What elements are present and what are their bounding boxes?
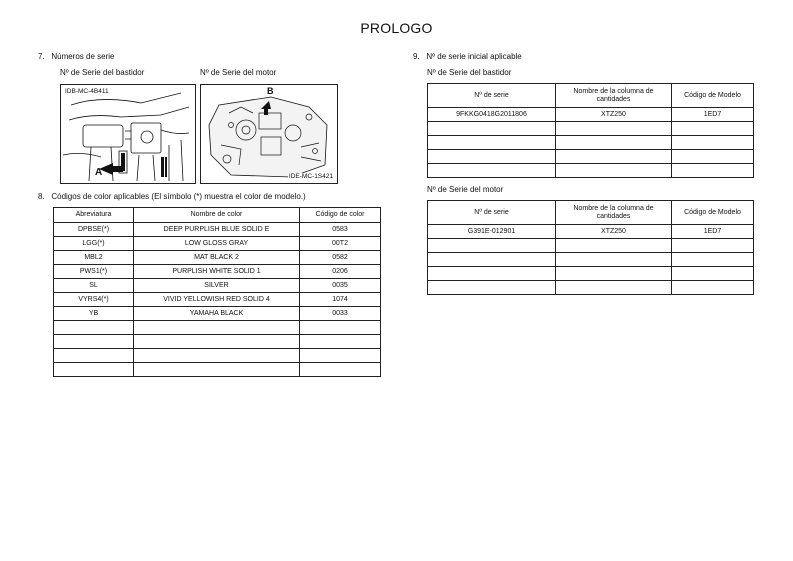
section-9-number: 9. (413, 52, 420, 61)
section-8-number: 8. (38, 192, 45, 201)
table-row (428, 122, 754, 136)
cell-color-code: 0033 (300, 307, 381, 321)
cell-quantity-column: XTZ250 (556, 225, 672, 239)
header-quantity-column: Nombre de la columna de cantidades (556, 84, 672, 108)
cell-model-code (672, 267, 754, 281)
cell-color-code (300, 363, 381, 377)
cell-model-code (672, 164, 754, 178)
frame-marker-label: A (95, 167, 103, 178)
table-row (428, 225, 754, 239)
cell-model-code: 1ED7 (672, 108, 754, 122)
table-header-row (428, 201, 754, 225)
frame-serial-table (427, 83, 754, 178)
table-row (428, 281, 754, 295)
cell-color-code: 0582 (300, 251, 381, 265)
cell-model-code (672, 150, 754, 164)
cell-color-name: PURPLISH WHITE SOLID 1 (134, 265, 300, 279)
section-9-heading (413, 52, 522, 61)
cell-color-code: 00T2 (300, 237, 381, 251)
table-row (428, 253, 754, 267)
cell-serial-number (428, 281, 556, 295)
cell-abbreviation (54, 335, 134, 349)
cell-serial-number (428, 136, 556, 150)
frame-figure-code: IDB-MC-4B411 (65, 88, 109, 95)
cell-color-name: MAT BLACK 2 (134, 251, 300, 265)
cell-model-code (672, 136, 754, 150)
engine-illustration (201, 85, 337, 183)
cell-quantity-column (556, 122, 672, 136)
cell-quantity-column (556, 281, 672, 295)
cell-abbreviation: MBL2 (54, 251, 134, 265)
section-7-title: Números de serie (51, 52, 115, 61)
engine-marker-label: B (267, 86, 274, 96)
cell-quantity-column (556, 150, 672, 164)
cell-color-name (134, 363, 300, 377)
cell-abbreviation: VYRS4(*) (54, 293, 134, 307)
header-color-name: Nombre de color (134, 208, 300, 223)
cell-model-code (672, 253, 754, 267)
cell-abbreviation: YB (54, 307, 134, 321)
table-row (54, 293, 381, 307)
cell-color-name: LOW GLOSS GRAY (134, 237, 300, 251)
engine-figure-code: IDE-MC-1S421 (288, 173, 333, 180)
table-row (428, 267, 754, 281)
cell-color-name: DEEP PURPLISH BLUE SOLID E (134, 223, 300, 237)
cell-serial-number (428, 150, 556, 164)
cell-quantity-column (556, 253, 672, 267)
cell-abbreviation: LGG(*) (54, 237, 134, 251)
section-7-number: 7. (38, 52, 45, 61)
cell-abbreviation: DPBSE(*) (54, 223, 134, 237)
cell-color-code: 0583 (300, 223, 381, 237)
table-row (54, 335, 381, 349)
table-row (428, 150, 754, 164)
header-model-code: Código de Modelo (672, 84, 754, 108)
cell-color-code (300, 335, 381, 349)
engine-start-serial-label: Nº de Serie del motor (427, 185, 504, 194)
page-title: PROLOGO (360, 20, 433, 36)
table-row (54, 363, 381, 377)
engine-serial-label: Nº de Serie del motor (200, 68, 277, 77)
cell-serial-number (428, 239, 556, 253)
table-row (428, 239, 754, 253)
cell-color-name (134, 321, 300, 335)
header-quantity-column: Nombre de la columna de cantidades (556, 201, 672, 225)
cell-color-code: 0206 (300, 265, 381, 279)
cell-model-code: 1ED7 (672, 225, 754, 239)
cell-serial-number (428, 267, 556, 281)
cell-color-name (134, 349, 300, 363)
cell-serial-number (428, 122, 556, 136)
cell-quantity-column (556, 136, 672, 150)
section-8-title: Códigos de color aplicables (El símbolo (*) muestra el color de modelo.) (51, 192, 306, 201)
cell-serial-number: G391E-012901 (428, 225, 556, 239)
section-7-heading (38, 52, 114, 61)
color-codes-table (53, 207, 381, 377)
table-row (54, 307, 381, 321)
table-row (54, 321, 381, 335)
table-row (54, 265, 381, 279)
cell-color-name: SILVER (134, 279, 300, 293)
table-header-row (54, 208, 381, 223)
header-serial-number: Nº de serie (428, 201, 556, 225)
section-9-title: Nº de serie inicial aplicable (426, 52, 522, 61)
cell-abbreviation: SL (54, 279, 134, 293)
table-row (428, 136, 754, 150)
frame-start-serial-label: Nº de Serie del bastidor (427, 68, 512, 77)
cell-abbreviation (54, 321, 134, 335)
cell-serial-number (428, 253, 556, 267)
cell-color-code: 0035 (300, 279, 381, 293)
frame-serial-label: Nº de Serie del bastidor (60, 68, 145, 77)
table-row (54, 349, 381, 363)
cell-quantity-column (556, 164, 672, 178)
cell-abbreviation (54, 349, 134, 363)
section-8-heading (38, 192, 306, 201)
engine-serial-figure (200, 84, 338, 184)
table-row (54, 237, 381, 251)
cell-quantity-column (556, 239, 672, 253)
cell-color-code (300, 321, 381, 335)
header-model-code: Código de Modelo (672, 201, 754, 225)
frame-illustration (61, 85, 195, 183)
engine-serial-table (427, 200, 754, 295)
cell-quantity-column (556, 267, 672, 281)
frame-serial-figure (60, 84, 196, 184)
cell-serial-number (428, 164, 556, 178)
cell-model-code (672, 239, 754, 253)
table-row (428, 108, 754, 122)
cell-color-name: VIVID YELLOWISH RED SOLID 4 (134, 293, 300, 307)
cell-serial-number: 9FKKG0418G2011806 (428, 108, 556, 122)
header-color-code: Código de color (300, 208, 381, 223)
cell-color-name: YAMAHA BLACK (134, 307, 300, 321)
table-row (54, 279, 381, 293)
cell-abbreviation (54, 363, 134, 377)
table-row (54, 251, 381, 265)
cell-color-code: 1074 (300, 293, 381, 307)
cell-color-code (300, 349, 381, 363)
cell-quantity-column: XTZ250 (556, 108, 672, 122)
table-row (54, 223, 381, 237)
cell-model-code (672, 281, 754, 295)
cell-color-name (134, 335, 300, 349)
table-header-row (428, 84, 754, 108)
cell-abbreviation: PWS1(*) (54, 265, 134, 279)
header-serial-number: Nº de serie (428, 84, 556, 108)
header-abbreviation: Abreviatura (54, 208, 134, 223)
cell-model-code (672, 122, 754, 136)
table-row (428, 164, 754, 178)
